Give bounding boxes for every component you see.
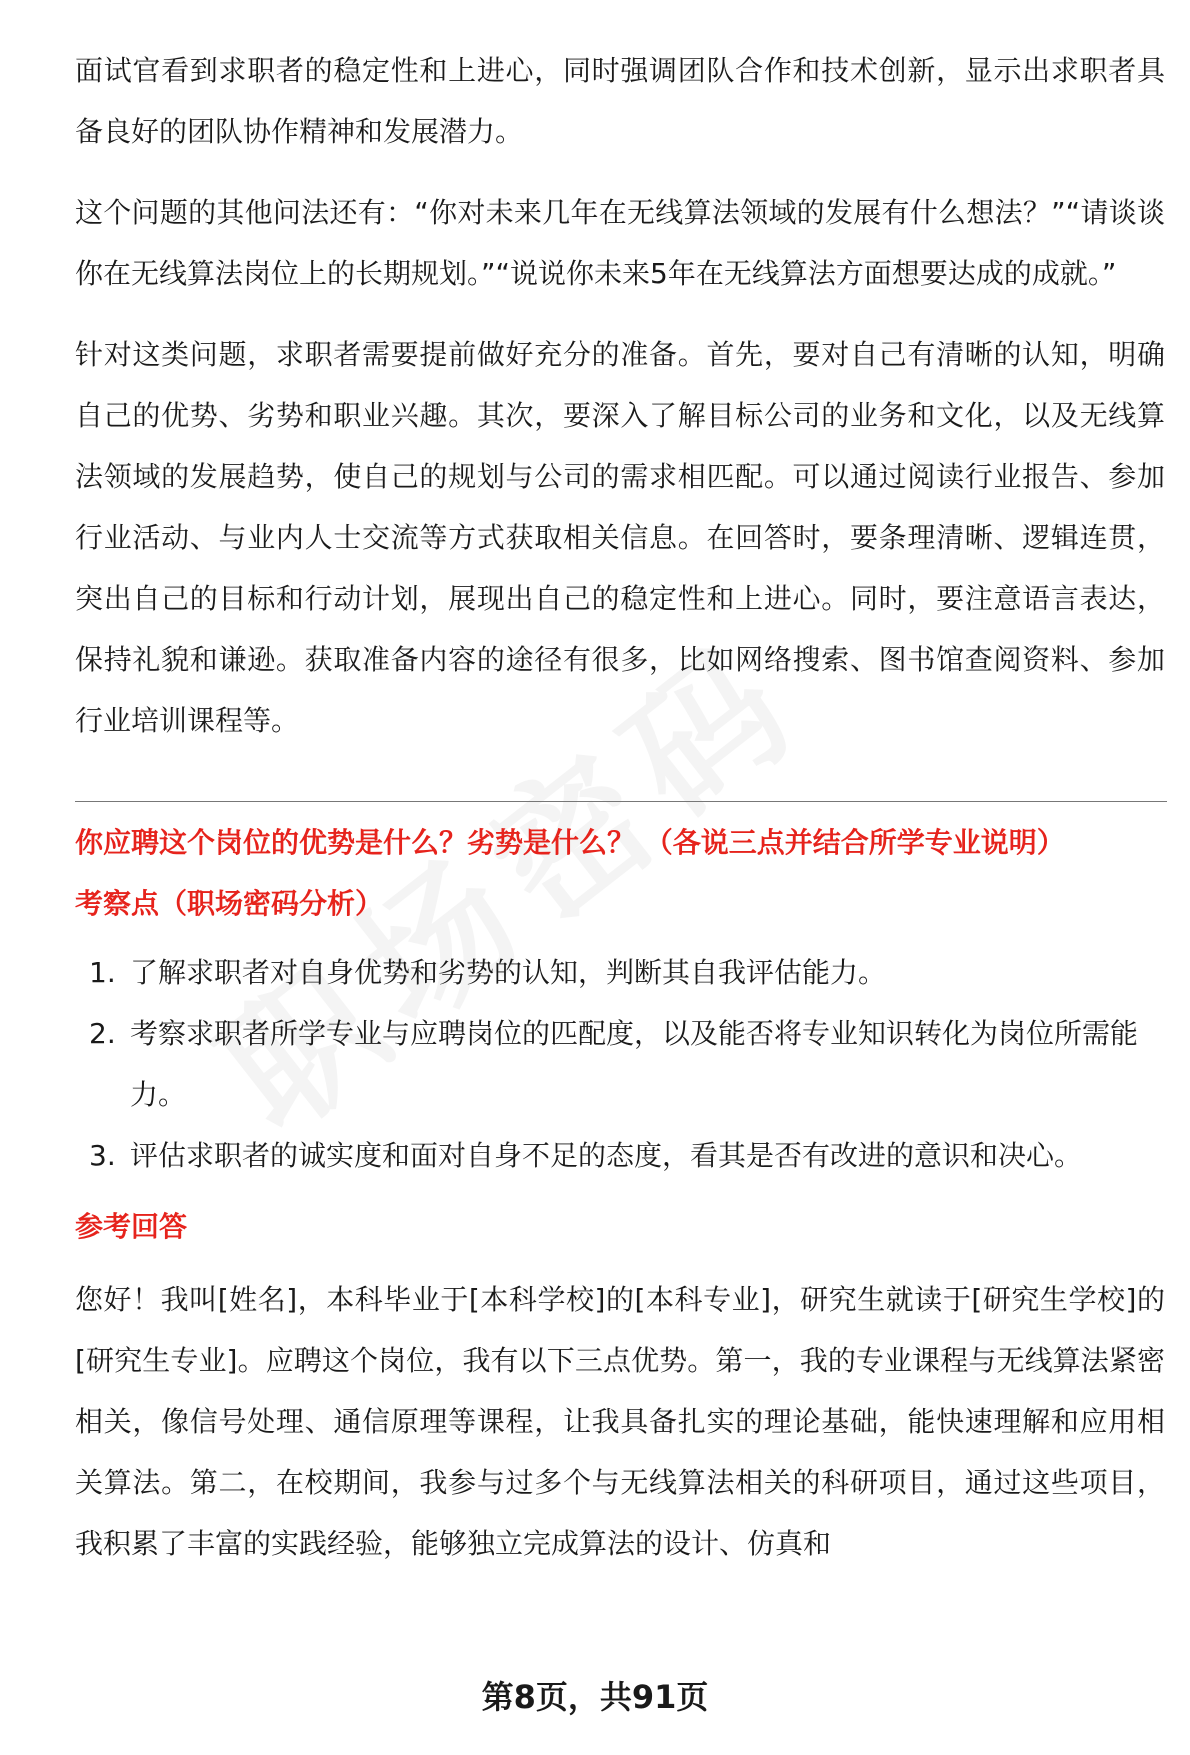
list-item <box>75 942 1165 1003</box>
paragraph-preparation: 针对这类问题，求职者需要提前做好充分的准备。首先，要对自己有清晰的认知，明确自己的优势、劣势和职业兴趣。其次，要深入了解目标公司的业务和文化，以及无线算法领域的发展趋势，使自己的规划与公司的需求相匹配。可以通过阅读行业报告、参加行业活动、与业内人士交流等方式获取相关信息。在回答时，要条理清晰、逻辑连贯，突出自己的目标和行动计划，展现出自己的稳定性和上进心。同时，要注意语言表达，保持礼貌和谦逊。获取准备内容的途径有很多，比如网络搜索、图书馆查阅资料、参加行业培训课程等。 <box>75 338 1165 737</box>
list-item-number: 2. <box>89 1017 116 1050</box>
list-item-text: 评估求职者的诚实度和面对自身不足的态度，看其是否有改进的意识和决心。 <box>130 1139 1083 1172</box>
assessment-points-list <box>75 942 1165 1186</box>
document-page <box>75 40 1165 1574</box>
list-item-number: 3. <box>89 1139 116 1172</box>
paragraph-summary: 面试官看到求职者的稳定性和上进心，同时强调团队合作和技术创新，显示出求职者具备良好的团队协作精神和发展潜力。 <box>75 54 1165 148</box>
reference-answer: 您好！我叫[姓名]，本科毕业于[本科学校]的[本科专业]，研究生就读于[研究生学校]的[研究生专业]。应聘这个岗位，我有以下三点优势。第一，我的专业课程与无线算法紧密相关，像信号处理、通信原理等课程，让我具备扎实的理论基础，能快速理解和应用相关算法。第二，在校期间，我参与过多个与无线算法相关的科研项目，通过这些项目，我积累了丰富的实践经验，能够独立完成算法的设计、仿真和 <box>75 1283 1165 1560</box>
question-subtitle: 考察点（职场密码分析） <box>75 887 384 920</box>
question-title: 你应聘这个岗位的优势是什么？劣势是什么？ （各说三点并结合所学专业说明） <box>75 826 1065 859</box>
section-divider <box>75 801 1167 802</box>
list-item <box>75 1125 1165 1186</box>
list-item <box>75 1003 1165 1125</box>
page-number: 第8页，共91页 <box>481 1678 709 1716</box>
paragraph-alt-questions: 这个问题的其他问法还有：“你对未来几年在无线算法领域的发展有什么想法？”“请谈谈你在无线算法岗位上的长期规划。”“说说你未来5年在无线算法方面想要达成的成就。” <box>75 196 1165 290</box>
list-item-text: 了解求职者对自身优势和劣势的认知，判断其自我评估能力。 <box>130 956 887 989</box>
reference-heading: 参考回答 <box>75 1210 188 1243</box>
list-item-text: 考察求职者所学专业与应聘岗位的匹配度，以及能否将专业知识转化为岗位所需能力。 <box>130 1017 1139 1111</box>
list-item-number: 1. <box>89 956 116 989</box>
